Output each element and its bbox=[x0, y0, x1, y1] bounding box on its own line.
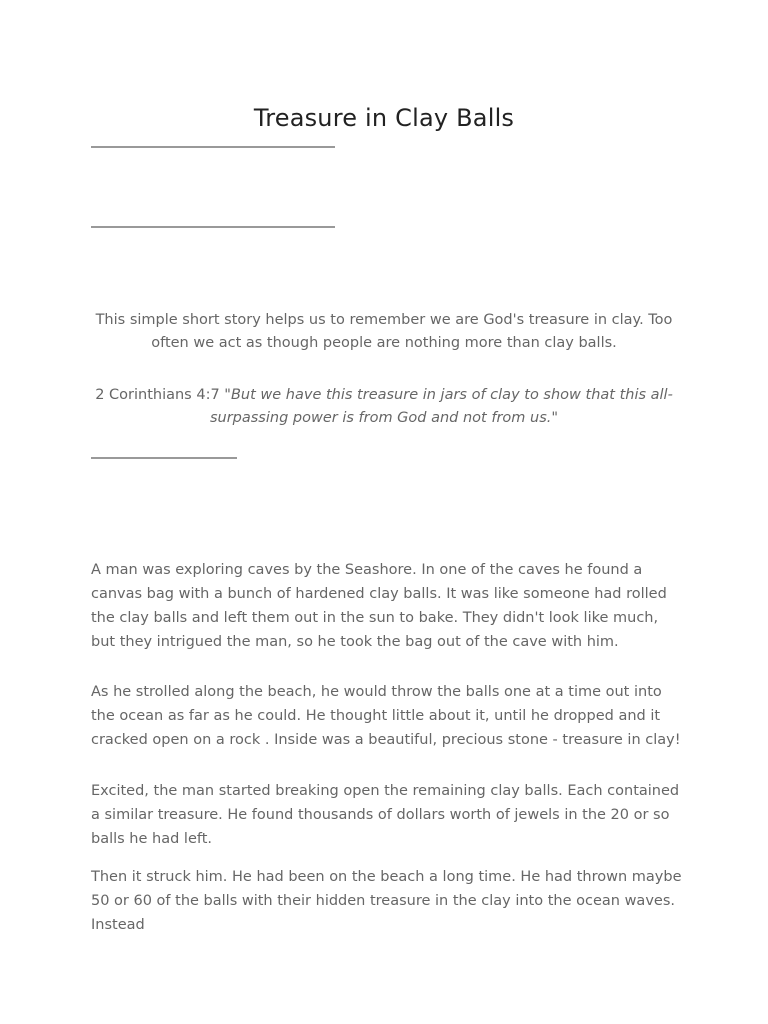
divider-line bbox=[91, 457, 237, 459]
document-title: Treasure in Clay Balls bbox=[253, 104, 515, 132]
verse-quote: "But we have this treasure in jars of clay to show that this all-surpassing power is from God and not from us." bbox=[209, 387, 673, 426]
story-paragraph: A man was exploring caves by the Seashore. In one of the caves he found a canvas bag with a bunch of hardened clay balls. It was like someone had rolled the clay balls and left them out in the sun to bake. They didn't look like much, but they intrigued the man, so he took the bag out of the cave with him. bbox=[91, 562, 667, 650]
verse-reference: 2 Corinthians 4:7 bbox=[95, 387, 225, 403]
divider-line bbox=[91, 226, 335, 228]
verse-paragraph bbox=[91, 384, 677, 430]
intro-paragraph: This simple short story helps us to remember we are God's treasure in clay. Too often we act as though people are nothing more than clay balls. bbox=[95, 312, 673, 351]
story-paragraph: Excited, the man started breaking open the remaining clay balls. Each contained a similar treasure. He found thousands of dollars worth of jewels in the 20 or so balls he had left. bbox=[91, 783, 680, 847]
divider-line bbox=[91, 146, 335, 148]
story-paragraph: As he strolled along the beach, he would throw the balls one at a time out into the ocean as far as he could. He thought little about it, until he dropped and it cracked open on a rock . Inside was a beautiful, precious stone - treasure in clay! bbox=[91, 684, 681, 748]
story-paragraph: Then it struck him. He had been on the beach a long time. He had thrown maybe 50 or 60 of the balls with their hidden treasure in the clay into the ocean waves. Instead bbox=[91, 869, 682, 933]
